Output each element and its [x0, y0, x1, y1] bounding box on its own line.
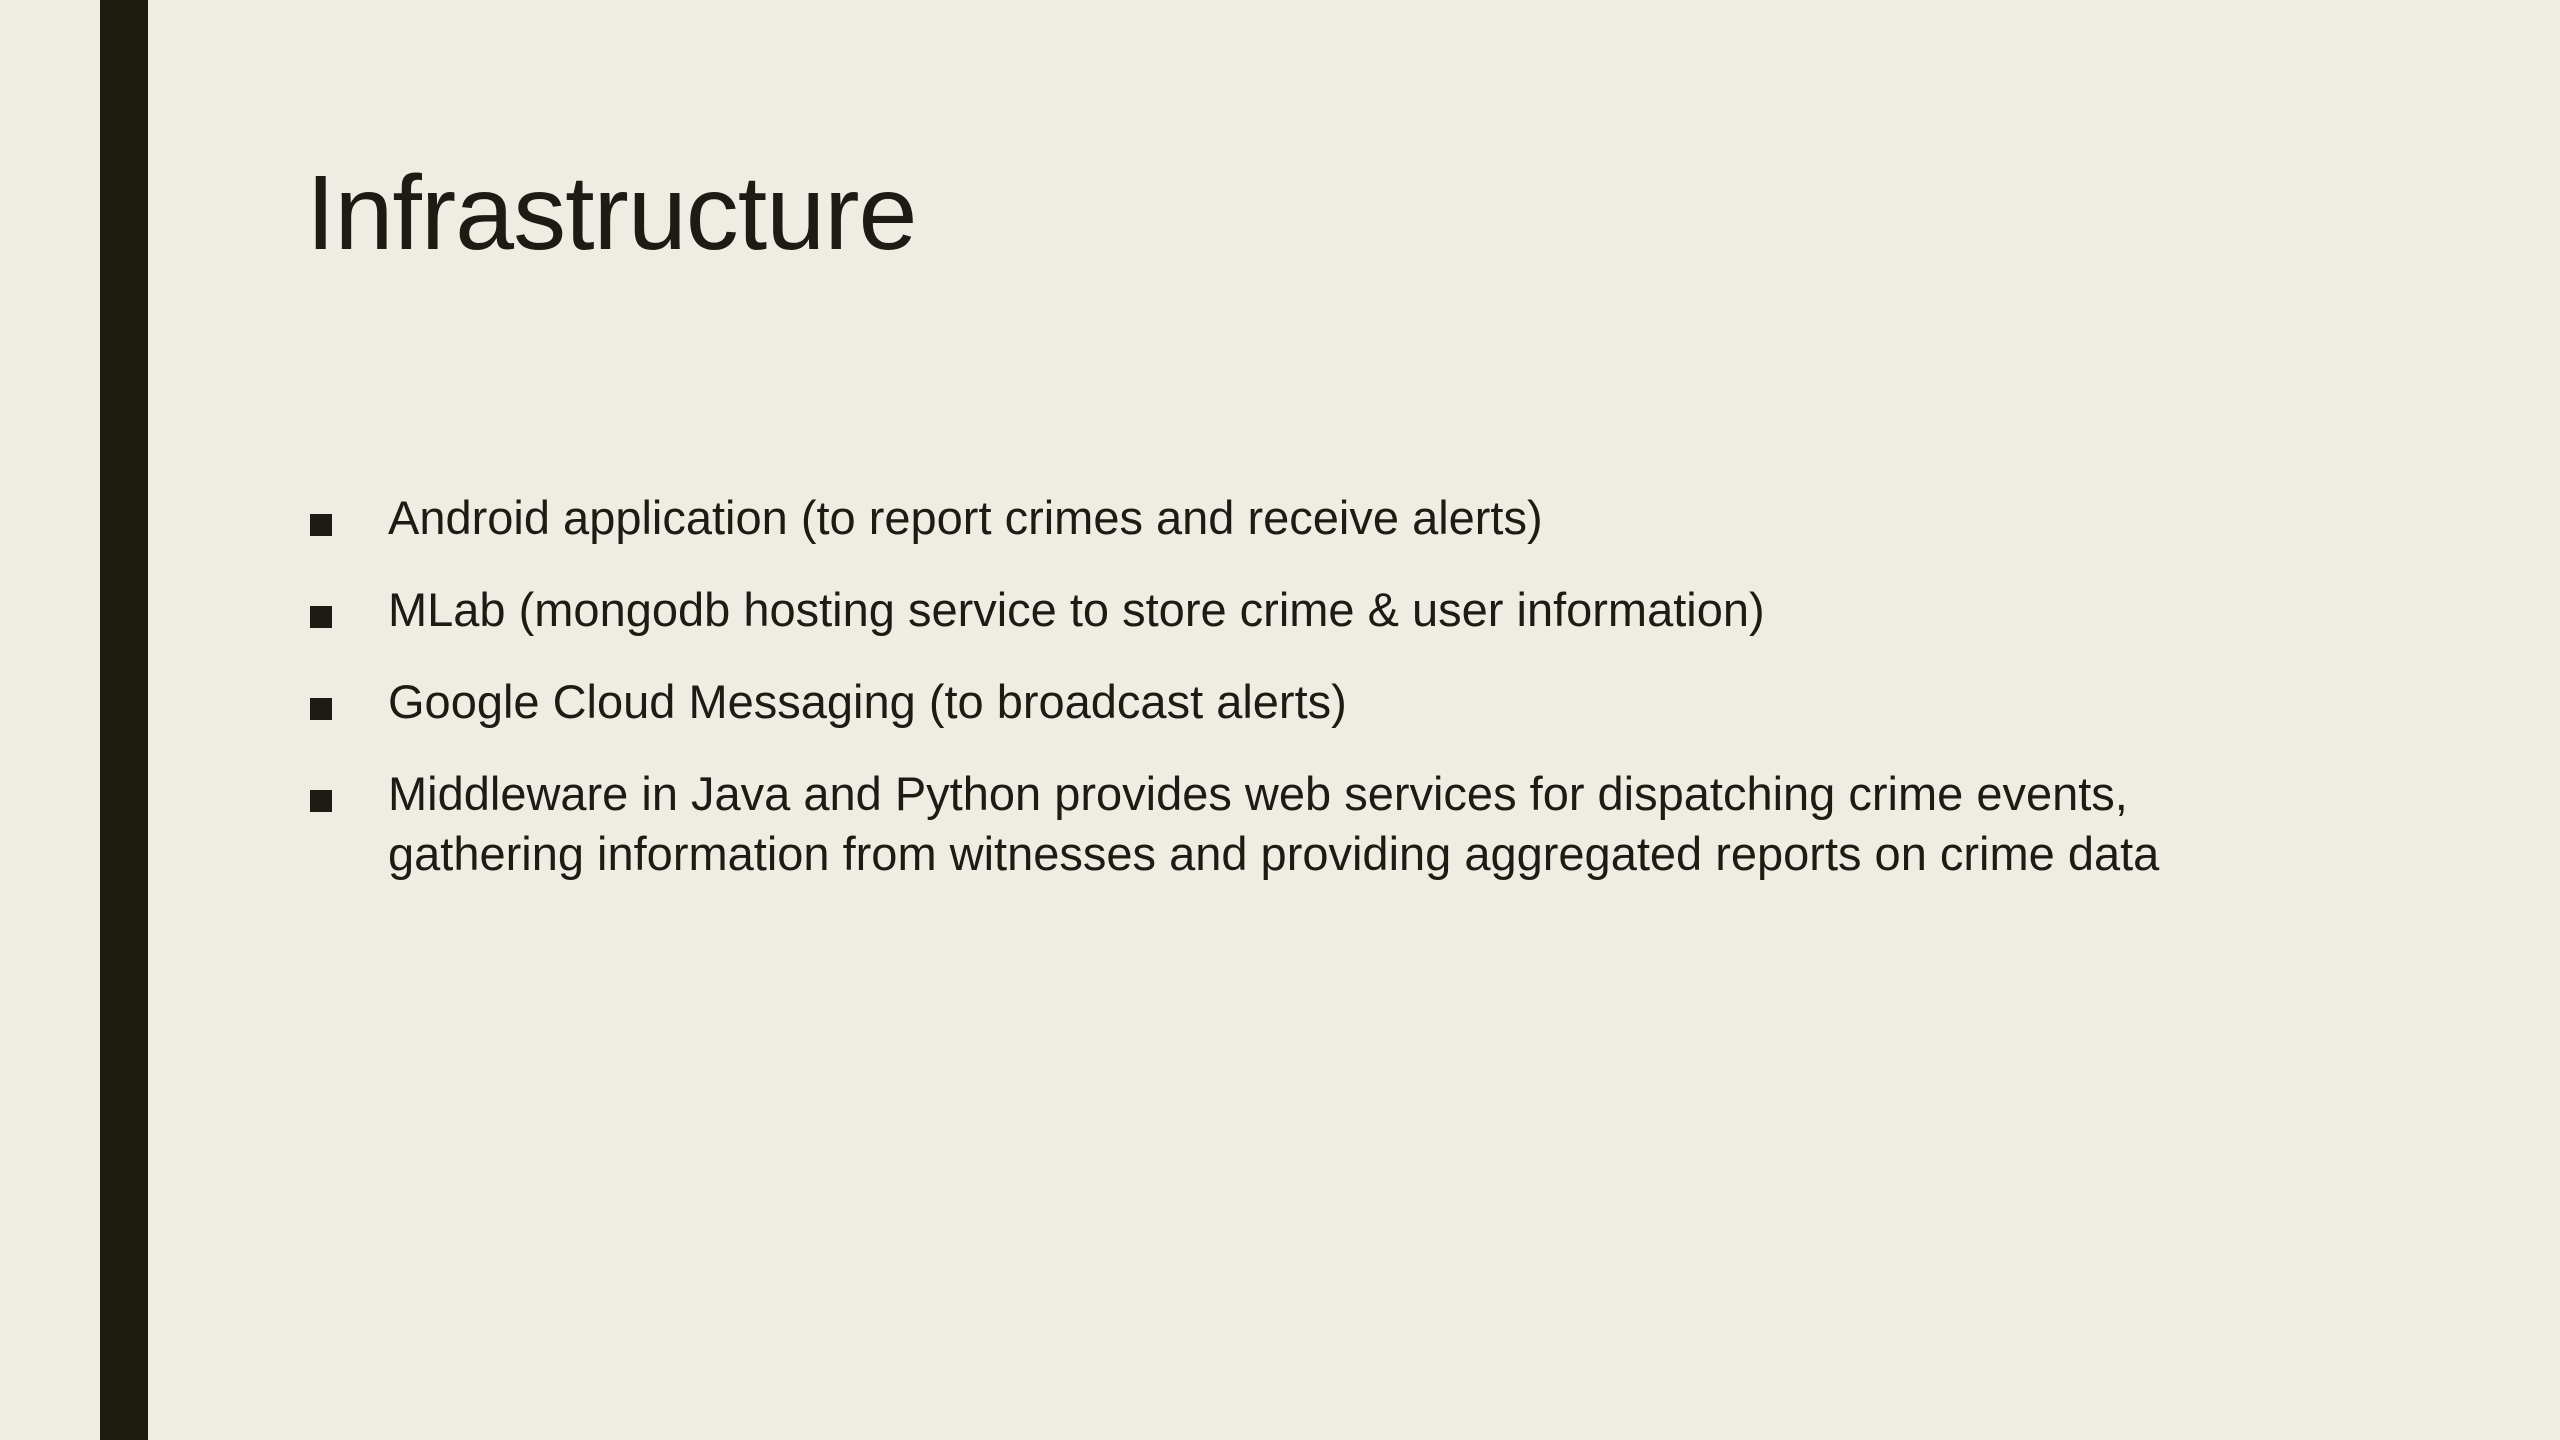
square-bullet-icon — [310, 790, 332, 812]
square-bullet-icon — [310, 698, 332, 720]
bullet-text: Android application (to report crimes and receive alerts) — [388, 491, 1543, 544]
square-bullet-icon — [310, 514, 332, 536]
bullet-text: MLab (mongodb hosting service to store crime & user information) — [388, 583, 1765, 636]
slide-title: Infrastructure — [306, 154, 917, 272]
bullet-text: Middleware in Java and Python provides web services for dispatching crime events, gathering information from witnesses and providing aggregated reports on crime data — [388, 767, 2160, 880]
list-item — [306, 672, 2286, 732]
list-item — [306, 764, 2286, 884]
list-item — [306, 580, 2286, 640]
accent-bar — [100, 0, 148, 1440]
bullet-list — [306, 488, 2286, 916]
square-bullet-icon — [310, 606, 332, 628]
bullet-text: Google Cloud Messaging (to broadcast alerts) — [388, 675, 1347, 728]
list-item — [306, 488, 2286, 548]
